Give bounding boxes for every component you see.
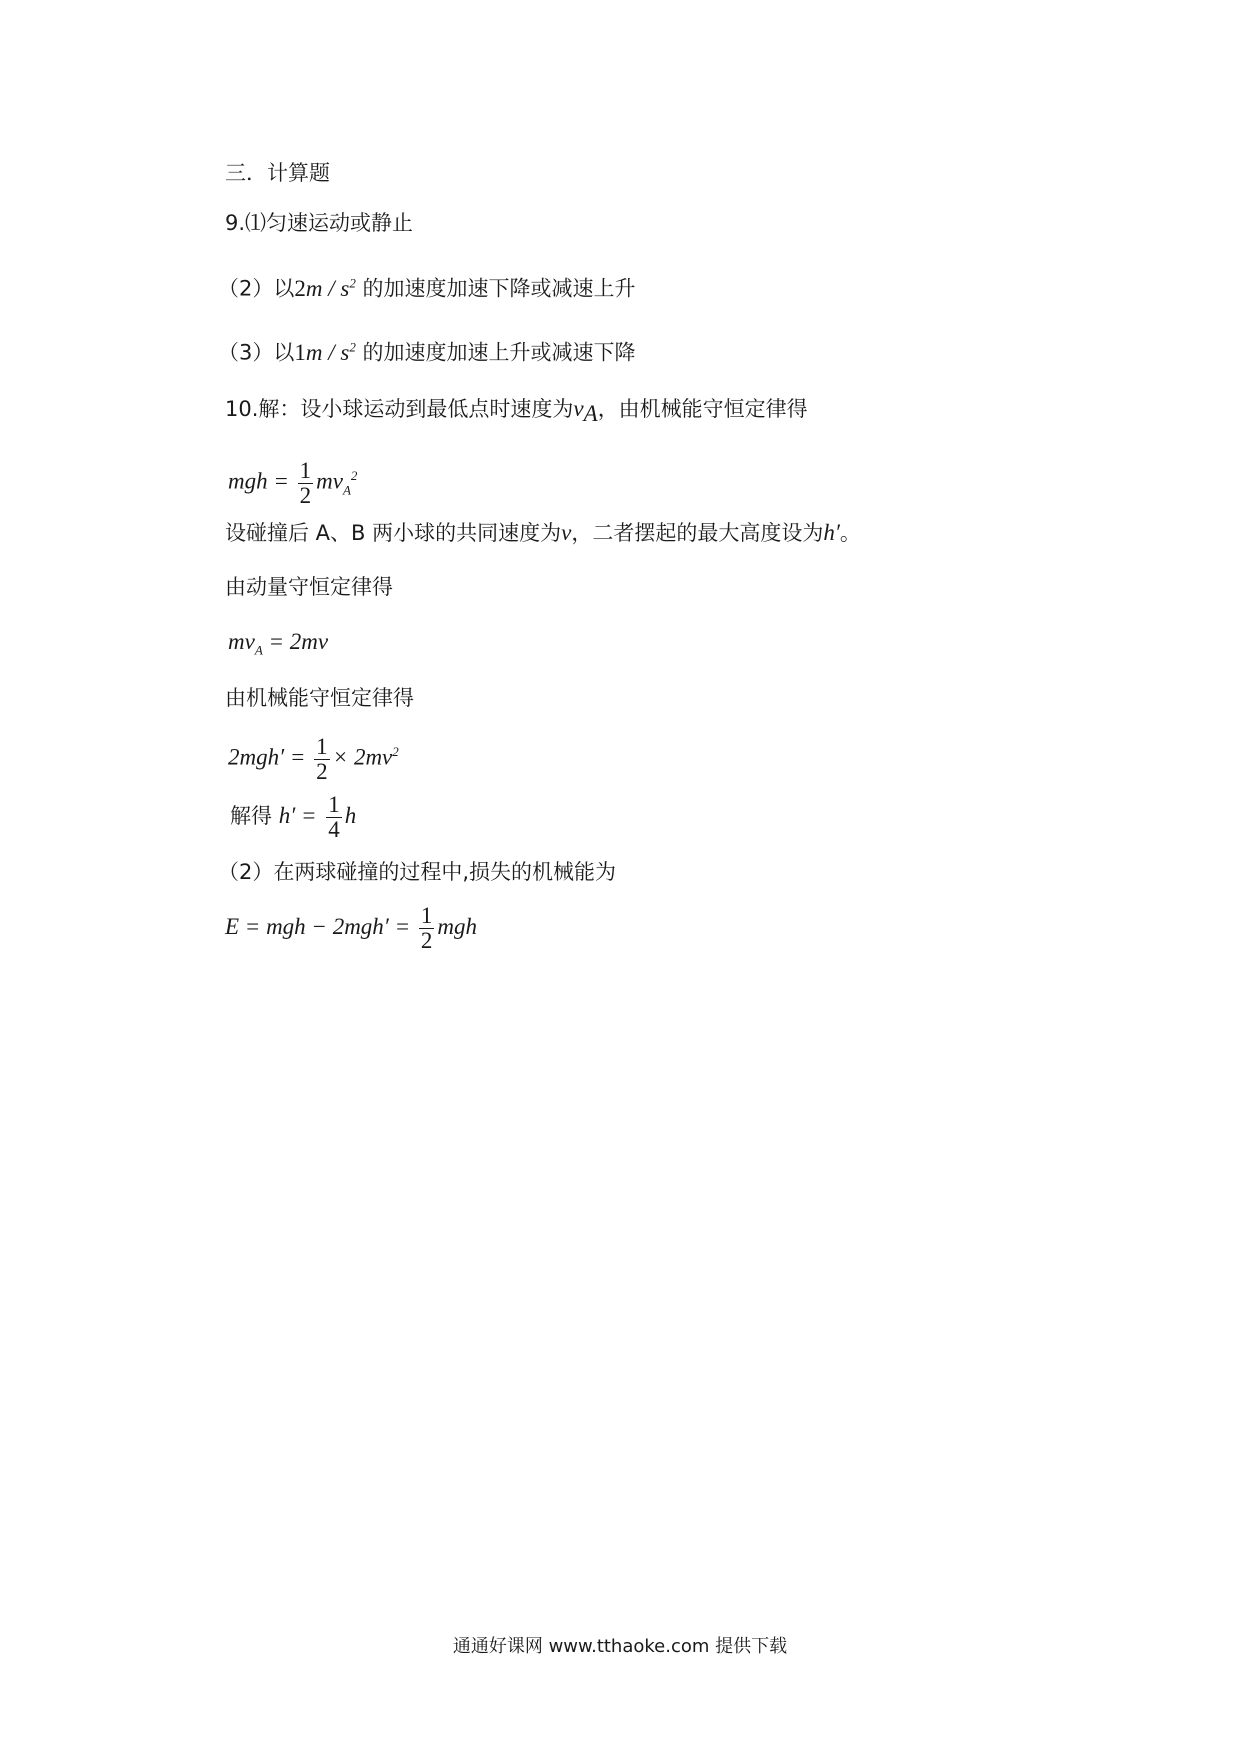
q9-answer-3: [218, 332, 636, 368]
equation-3: 2mgh′ = $\frac{1}{2}$ × $2mv^2$: [228, 733, 399, 784]
energy-label: 由机械能守恒定律得: [225, 686, 414, 710]
velocity-symbol: v: [573, 396, 584, 421]
collision-statement: 设碰撞后 A、B 两小球的共同速度为v，二者摆起的最大高度设为h′。: [225, 520, 861, 545]
part-2-statement: （2）在两球碰撞的过程中,损失的机械能为: [218, 860, 617, 884]
equation-1-left: mgh =: [228, 468, 289, 494]
solution-line: 解得 h′ = $\frac{1}{4}$ h: [230, 791, 357, 842]
page-footer: 通通好课网 www.tthaoke.com 提供下载: [452, 1636, 788, 1657]
q10-intro-text: 10.解：设小球运动到最低点时速度为: [225, 397, 574, 421]
equation-4-left: h′ =: [278, 803, 317, 828]
equation-5-fraction: $\frac{1}{2}$: [420, 903, 433, 954]
section-title: 三．计算题: [225, 161, 330, 185]
q9-answer-2-text: 的加速度加速下降或减速上升: [362, 276, 636, 301]
q9-answer-3-prefix: （3）以: [218, 340, 295, 365]
equation-1: mgh = $\frac{1}{2}$ $mv_A^2$: [228, 457, 358, 508]
equation-1-right: mv: [316, 468, 343, 494]
velocity-subscript: A: [583, 401, 598, 427]
q9-answer-1: 9.⑴匀速运动或静止: [225, 211, 414, 235]
solution-label: 解得: [230, 804, 272, 828]
max-height-symbol: h′: [823, 520, 840, 545]
q9-answer-2-unit: m / s: [305, 275, 350, 301]
equation-5: E = mgh − 2mgh′ = $\frac{1}{2}$ mgh: [225, 903, 477, 954]
equation-1-fraction: $\frac{1}{2}$: [299, 457, 312, 508]
q9-answer-3-value: 1: [294, 339, 306, 365]
q9-answer-2-exponent: 2: [349, 275, 356, 290]
momentum-label: 由动量守恒定律得: [225, 575, 393, 599]
q10-intro: [225, 394, 808, 429]
equation-3-fraction: $\frac{1}{2}$: [316, 733, 328, 784]
q9-answer-3-unit: m / s: [305, 339, 350, 365]
q10-intro-text-2: ，由机械能守恒定律得: [597, 397, 808, 421]
common-velocity-symbol: v: [561, 520, 572, 545]
q9-answer-2-value: 2: [294, 275, 306, 301]
q9-answer-2-prefix: （2）以: [218, 276, 295, 301]
q9-answer-3-text: 的加速度加速上升或减速下降: [362, 340, 636, 365]
q9-answer-3-exponent: 2: [349, 339, 356, 354]
q9-answer-2: [218, 268, 636, 304]
equation-4-fraction: $\frac{1}{4}$: [328, 791, 340, 842]
equation-2: $mv_A = 2mv$: [228, 629, 329, 658]
